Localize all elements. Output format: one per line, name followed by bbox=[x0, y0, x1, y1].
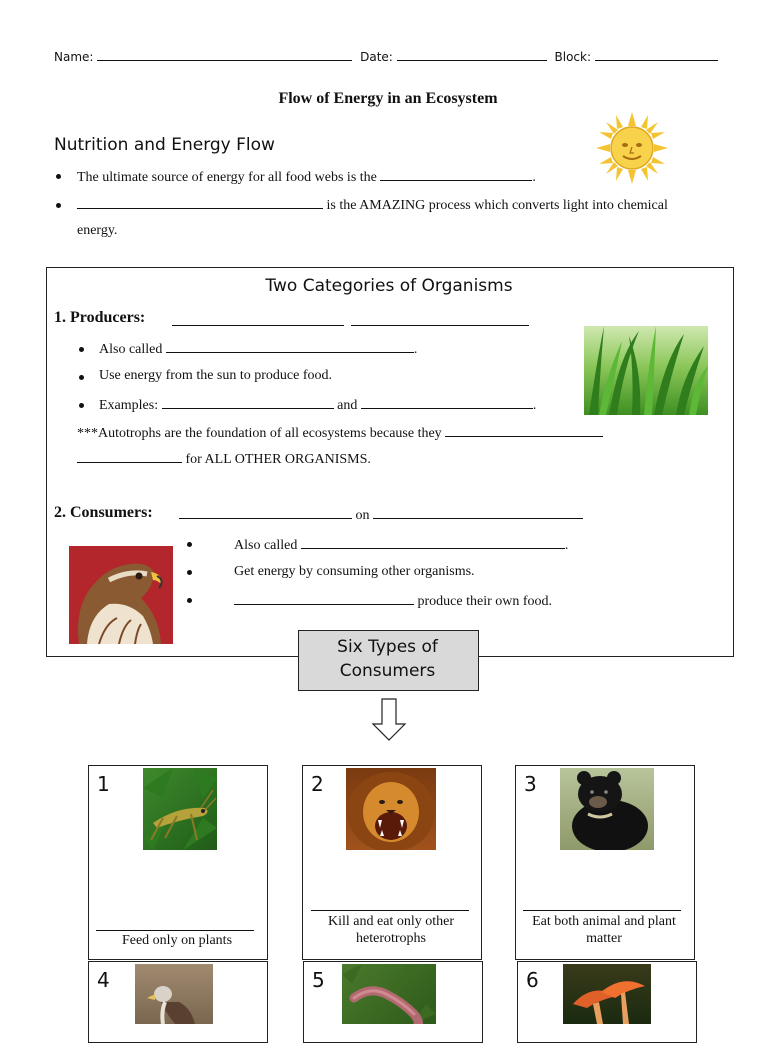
mushroom-image bbox=[563, 964, 651, 1024]
card-3-blank[interactable] bbox=[523, 898, 681, 911]
card-caption bbox=[302, 913, 480, 947]
card-number: 2 bbox=[311, 772, 324, 796]
card-caption-line: matter bbox=[586, 931, 622, 946]
autotroph-blank[interactable] bbox=[166, 340, 414, 353]
note-text: ***Autotrophs are the foundation of all ecosystems because they bbox=[77, 426, 442, 441]
note-blank-1[interactable] bbox=[445, 424, 603, 437]
date-blank[interactable] bbox=[397, 48, 547, 61]
bullet-dot bbox=[187, 570, 192, 575]
bullet-dot bbox=[56, 203, 61, 208]
process-blank[interactable] bbox=[77, 196, 323, 209]
bullet-dot bbox=[79, 347, 84, 352]
heterotroph-blank[interactable] bbox=[301, 536, 565, 549]
card-2-blank[interactable] bbox=[311, 898, 469, 911]
card-caption: Feed only on plants bbox=[121, 933, 233, 948]
bullet-text: The ultimate source of energy for all food webs is the bbox=[77, 170, 377, 185]
producers-bullet-2: Use energy from the sun to produce food. bbox=[99, 368, 333, 383]
bullet-dot bbox=[187, 542, 192, 547]
bullet-text: Also called bbox=[99, 342, 163, 357]
name-label: Name: bbox=[54, 50, 94, 64]
down-arrow-icon bbox=[371, 698, 407, 742]
consumers-blank-1[interactable] bbox=[179, 506, 352, 519]
name-blank[interactable] bbox=[97, 48, 352, 61]
note-blank-2[interactable] bbox=[77, 450, 182, 463]
bullet-dot bbox=[79, 375, 84, 380]
card-caption-line: heterotrophs bbox=[356, 931, 426, 946]
section-heading: Nutrition and Energy Flow bbox=[54, 135, 275, 155]
source-blank[interactable] bbox=[380, 168, 532, 181]
bullet-period: . bbox=[564, 538, 569, 553]
bullet-sun bbox=[77, 168, 536, 186]
categories-heading: Two Categories of Organisms bbox=[265, 276, 513, 296]
vulture-image bbox=[135, 964, 213, 1024]
bullet-period: . bbox=[532, 170, 536, 185]
example-blank-1[interactable] bbox=[162, 396, 334, 409]
worm-image bbox=[342, 964, 436, 1024]
card-1-blank[interactable] bbox=[96, 918, 254, 931]
bullet-dot bbox=[56, 174, 61, 179]
card-caption-line: Kill and eat only other bbox=[328, 914, 454, 929]
autotroph-note-2 bbox=[77, 450, 371, 468]
consumers-blank-2[interactable] bbox=[373, 506, 583, 519]
six-types-line-2: Consumers bbox=[339, 661, 436, 681]
bullet-period: . bbox=[532, 398, 537, 413]
bullet-continuation: energy. bbox=[77, 223, 118, 238]
example-blank-2[interactable] bbox=[361, 396, 533, 409]
producers-label-text: 1. Producers: bbox=[54, 309, 146, 326]
six-types-label bbox=[298, 635, 477, 683]
card-number: 4 bbox=[97, 968, 110, 992]
lion-image bbox=[346, 768, 436, 850]
bullet-period: . bbox=[413, 342, 418, 357]
header-row bbox=[54, 48, 718, 64]
bullet-dot bbox=[79, 403, 84, 408]
consumers-blanks bbox=[179, 506, 583, 524]
date-label: Date: bbox=[360, 50, 393, 64]
six-types-line-1: Six Types of bbox=[337, 637, 438, 657]
card-number: 5 bbox=[312, 968, 325, 992]
consumers-bullet-2: Get energy by consuming other organisms. bbox=[234, 564, 475, 579]
page-title: Flow of Energy in an Ecosystem bbox=[278, 90, 498, 107]
producers-blank-1[interactable] bbox=[172, 313, 344, 326]
producers-blank-2[interactable] bbox=[351, 313, 529, 326]
bullet-photosynthesis bbox=[77, 196, 668, 214]
consumers-on: on bbox=[355, 508, 370, 523]
bullet-text: and bbox=[337, 398, 358, 413]
hawk-image bbox=[69, 546, 173, 644]
sun-icon bbox=[596, 112, 668, 184]
consumers-label-text: 2. Consumers: bbox=[54, 504, 153, 521]
producers-blanks bbox=[172, 313, 529, 331]
autotroph-note bbox=[77, 424, 603, 442]
block-label: Block: bbox=[554, 50, 591, 64]
grass-image bbox=[584, 326, 708, 415]
producers-bullet-1 bbox=[99, 340, 417, 358]
card-number: 6 bbox=[526, 968, 539, 992]
bullet-text: produce their own food. bbox=[417, 594, 553, 609]
block-blank[interactable] bbox=[595, 48, 718, 61]
card-caption-line: Eat both animal and plant bbox=[532, 914, 676, 929]
card-number: 3 bbox=[524, 772, 537, 796]
cannot-blank[interactable] bbox=[234, 592, 414, 605]
bear-image bbox=[560, 768, 654, 850]
card-caption bbox=[515, 913, 693, 947]
bullet-text: is the AMAZING process which converts light into chemical bbox=[326, 198, 668, 213]
note-text: for ALL OTHER ORGANISMS. bbox=[185, 452, 371, 467]
grasshopper-image bbox=[143, 768, 217, 850]
consumers-label bbox=[54, 504, 153, 522]
card-number: 1 bbox=[97, 772, 110, 796]
producers-bullet-3 bbox=[99, 396, 536, 414]
consumers-bullet-1 bbox=[234, 536, 568, 554]
bullet-text: Also called bbox=[234, 538, 298, 553]
consumers-bullet-3 bbox=[234, 592, 552, 610]
producers-label bbox=[54, 309, 145, 327]
bullet-dot bbox=[187, 598, 192, 603]
bullet-text: Examples: bbox=[99, 398, 159, 413]
